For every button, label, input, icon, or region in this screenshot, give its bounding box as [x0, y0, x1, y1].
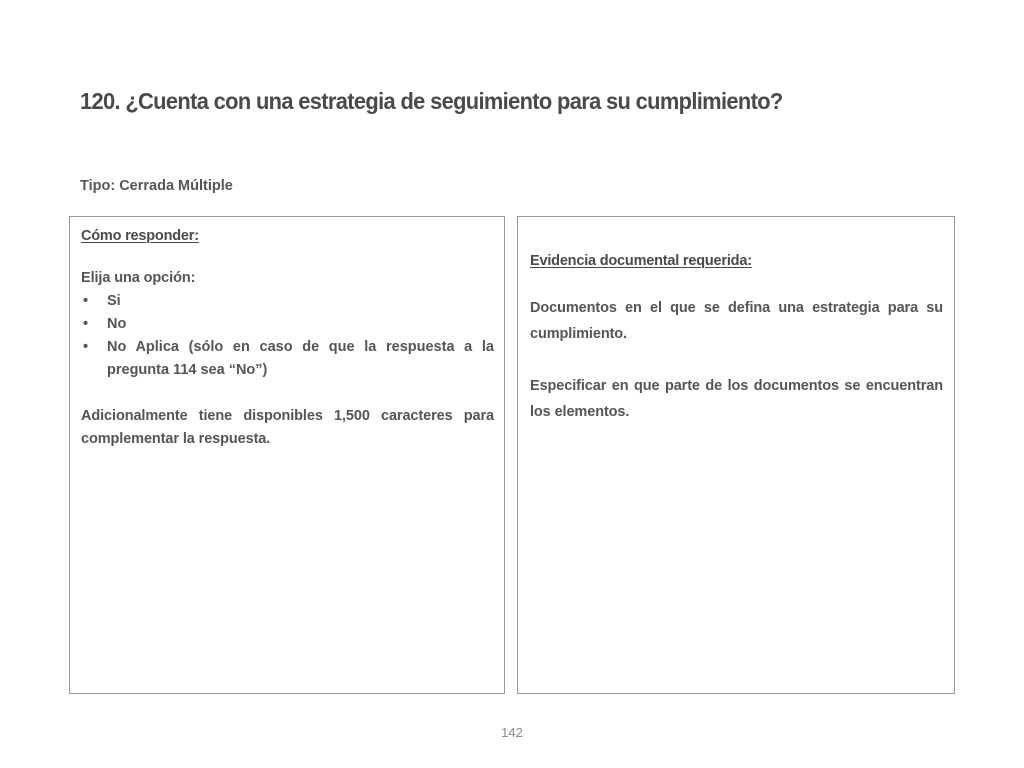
list-item	[81, 313, 494, 336]
option-label-no: No	[107, 316, 127, 332]
page-number: 142	[501, 725, 523, 740]
slide-title: 120. ¿Cuenta con una estrategia de seguimiento para su cumplimiento?	[80, 88, 783, 114]
question-type-label: Tipo: Cerrada Múltiple	[80, 178, 233, 194]
option-label-no-aplica: No Aplica (sólo en caso de que la respuesta a la pregunta 114 sea “No”)	[107, 339, 494, 378]
answer-options-list	[81, 290, 494, 382]
evidence-paragraph: Documentos en el que se defina una estrategia para su cumplimiento.	[530, 300, 943, 342]
list-item	[81, 336, 494, 382]
evidence-paragraph: Especificar en que parte de los documentos se encuentran los elementos.	[530, 378, 943, 420]
option-label-si: Si	[107, 293, 121, 309]
how-to-answer-heading: Cómo responder:	[81, 228, 199, 244]
how-to-answer-box	[69, 216, 505, 694]
required-evidence-heading: Evidencia documental requerida:	[530, 253, 752, 269]
bullet-icon: •	[83, 316, 89, 332]
list-item	[81, 290, 494, 313]
choose-option-label: Elija una opción:	[81, 270, 196, 286]
bullet-icon: •	[83, 293, 89, 309]
character-limit-note: Adicionalmente tiene disponibles 1,500 caracteres para complementar la respuesta.	[81, 408, 494, 447]
bullet-icon: •	[83, 339, 89, 355]
required-evidence-box	[517, 216, 955, 694]
